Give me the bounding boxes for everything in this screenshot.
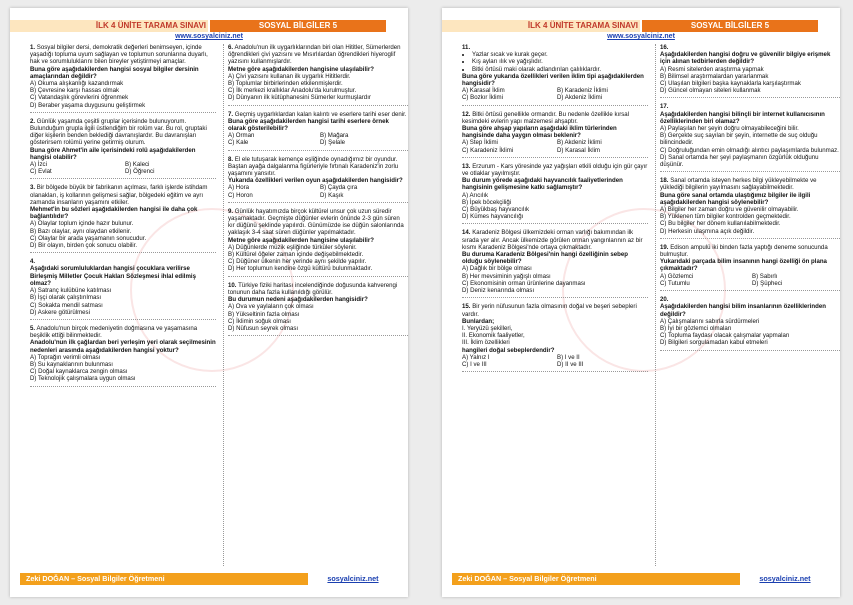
- question-stem: Bu duruma Karadeniz Bölgesi'nin hangi özelliğinin sebep olduğu söylenebilir?: [462, 251, 628, 266]
- question-text: [660, 296, 840, 303]
- question-stem: Bunlardan;: [462, 317, 495, 325]
- answer-option[interactable]: A) Karasal İklim: [462, 87, 505, 95]
- answer-option[interactable]: A) Düğünlerde müzik eşliğinde türküler söylenir.: [228, 243, 357, 251]
- answer-option[interactable]: A) Arıcılık: [462, 191, 489, 199]
- question-passage: Sanal ortamda isteyen herkes bilgi yükleyebilmekte ve yüklediği bilgilerin yayılmasını sağlayabilmektedir.: [660, 177, 817, 192]
- answer-option[interactable]: D) Dünyanın ilk kütüphanesini Sümerler kurmuşlardır: [228, 94, 371, 102]
- answer-option[interactable]: A) İzci: [30, 161, 47, 169]
- answer-option[interactable]: B) Çevresine karşı hassas olmak: [30, 87, 120, 95]
- answer-option[interactable]: D) Şüpheci: [752, 279, 783, 287]
- question-text: [660, 103, 840, 110]
- question-text: [462, 44, 648, 51]
- question-passage: Günlük hayatımızda birçok kültürel unsur çok uzun süredir yaşamaktadır. Geçmişte düğünler evlerin önünde 2-3 gün süren kır düğünü şeklinde yapılırdı. Günümüzde ise düğün salonlarında yaklaşık 3-4 saat süren düğünler yapılmaktadır.: [228, 207, 404, 237]
- answer-option[interactable]: C) Ekonomisinin orman ürünlerine dayanması: [462, 279, 586, 287]
- question-stem: Aşağıdakilerden hangisi doğru ve güvenilir bilgiye erişmek için alınan tedbirlerden değildir?: [660, 51, 831, 66]
- bullet-item: • Yazlar sıcak ve kurak geçer.: [472, 51, 648, 58]
- question-stem: Metne göre aşağıdakilerden hangisine ulaşılabilir?: [228, 65, 374, 73]
- answer-option[interactable]: C) Büyükbaş hayvancılık: [462, 206, 530, 214]
- answer-option[interactable]: D) Bir olayın, birden çok sonucu olabilir.: [30, 242, 138, 250]
- answer-option[interactable]: B) İşçi olarak çalıştırılması: [30, 294, 102, 302]
- question-number: 20.: [660, 296, 669, 304]
- exam-title: İLK 4 ÜNİTE TARAMA SINAVI: [442, 20, 640, 32]
- answer-option[interactable]: C) Tutumlu: [660, 279, 690, 287]
- question-passage: Türkiye fiziki haritası incelendiğinde doğusunda kahverengi tonunun daha fazla kullanıldığı görülür.: [228, 281, 398, 296]
- question-passage: Erzurum - Kars yöresinde yaz yağışları etkili olduğu için gür çayır ve otlaklar yayılmıştır.: [462, 162, 648, 178]
- answer-option[interactable]: A) Hora: [228, 184, 249, 192]
- answer-option[interactable]: C) Horon: [228, 191, 253, 199]
- question-stem: Buna göre Ahmet'in aile içerisindeki rolü aşağıdakilerden hangisi olabilir?: [30, 146, 196, 161]
- answer-option-grid: [228, 184, 408, 198]
- answer-option[interactable]: B) Kaleci: [125, 161, 150, 169]
- question-text: [30, 118, 216, 147]
- bullet-list: [462, 51, 648, 73]
- question-stem: Buna göre ahşap yapıların aşağıdaki iklim türlerinden hangisinde daha yaygın olması beklenir?: [462, 125, 617, 140]
- answer-option[interactable]: A) Olaylar toplum içinde hazır bulunur.: [30, 220, 134, 228]
- question-stem: Aşağıdakilerden hangisi bilinçli bir internet kullanıcısının özelliklerinden biri olamaz?: [660, 110, 825, 125]
- answer-option[interactable]: A) Paylaşılan her şeyin doğru olmayabileceğini bilir.: [660, 125, 799, 133]
- question-text: [30, 184, 216, 206]
- bullet-item: • Kış ayları ılık ve yağışlıdır.: [472, 58, 648, 65]
- question-text: [30, 325, 216, 339]
- question-stem: Buna göre sanal ortamda ulaştığımız bilgiler ile ilgili aşağıdakilerden hangisi söylenebilir?: [660, 191, 811, 206]
- question-stem: Aşağıdakilerden hangisi bilim insanlarının özelliklerinden değildir?: [660, 303, 826, 318]
- answer-option[interactable]: D) Teknolojik çalışmalara uygun olması: [30, 375, 136, 383]
- bullet-item: • Bitki örtüsü maki olarak adlandırılan çalılıklardır.: [472, 66, 648, 73]
- answer-option[interactable]: B) Akdeniz İklimi: [557, 139, 602, 147]
- question-block: [660, 296, 840, 350]
- question-stem: Bu durum yörede aşağıdaki hayvancılık faaliyetlerinden hangisinin gelişmesine katkı sağlamıştır?: [462, 177, 623, 192]
- question-block: [30, 118, 216, 180]
- question-number: 2.: [30, 117, 36, 125]
- answer-option[interactable]: A) Bilgiler her zaman doğru ve güvenilir olmayabilir.: [660, 206, 799, 214]
- question-text: [660, 177, 840, 191]
- answer-option[interactable]: B) Sabırlı: [752, 272, 778, 280]
- answer-option[interactable]: C) Karadeniz İklimi: [462, 146, 514, 154]
- question-number: 8.: [228, 155, 234, 163]
- question-passage: Bir yerin nüfusunun fazla olmasının doğal ve beşeri sebepleri vardır.: [462, 303, 637, 318]
- question-block: [228, 282, 408, 336]
- answer-option[interactable]: A) Gözlemci: [660, 272, 694, 280]
- answer-option[interactable]: D) Sanal ortamda her şeyi paylaşmanın özgürlük olduğunu düşünür.: [660, 153, 819, 169]
- question-stem: Bu durumun nedeni aşağıdakilerden hangisidir?: [228, 296, 368, 304]
- question-text: [660, 244, 840, 258]
- question-passage: El ele tutuşarak kemençe eşliğinde oynadığımız bir oyundur. Baştan ayağa dalgalanma figürleriyle fırtınalı Karadeniz'in zorlu yaşamını yansıtır.: [228, 155, 399, 178]
- question-passage: Günlük yaşamda çeşitli gruplar içerisinde bulunuyorum. Bulunduğum grupla ilgili üstlendiğim bir rolüm var. Bu rol, gruptaki diğer kişilerin benden beklediği davranışlardır. Bu davranışları gösterirsem rolümü yerine getirmiş olurum.: [30, 117, 207, 147]
- answer-option[interactable]: B) Kültürel öğeler zaman içinde değişebilmektedir.: [228, 251, 364, 259]
- answer-option[interactable]: B) Çayda çıra: [320, 184, 358, 192]
- question-passage: Bir bölgede büyük bir fabrikanın açılması, farklı işlerde istihdam olanakları, iş kollarının gelişmesi sağlar, bölgedeki eğitim ve ayrı zamanda insanların yaşamını etkiler.: [30, 184, 208, 206]
- question-column: [655, 44, 840, 566]
- answer-option[interactable]: C) İlk merkezi krallıklar Anadolu'da kurulmuştur.: [228, 87, 357, 95]
- question-passage: Karadeniz Bölgesi ülkemizdeki orman varlığı bakımından ilk sırada yer alır. Ancak ülkemizde görülen orman yangınlarının az bir kısmı Karadeniz Bölgesi'nde ortaya çıkmaktadır.: [462, 229, 643, 251]
- answer-option[interactable]: C) Bozkır İklimi: [462, 94, 503, 102]
- question-stem: Anadolu'nun ilk çağlardan beri yerleşim yeri olarak seçilmesinin nedenleri arasında aşağıdakilerden hangisi yoktur?: [30, 339, 216, 354]
- question-text: [228, 282, 408, 296]
- answer-option[interactable]: C) Doğruluğundan emin olmadığı alıntıcı paylaşımlarda bulunmaz.: [660, 146, 839, 154]
- question-text: [462, 163, 648, 177]
- exam-page-right: [442, 8, 840, 597]
- question-block: [462, 303, 648, 372]
- question-number: 15.: [462, 303, 471, 311]
- answer-option[interactable]: D) Nüfusun seyrek olması: [228, 324, 299, 332]
- answer-option[interactable]: D) Deniz kenarında olması: [462, 287, 535, 295]
- question-block: [462, 111, 648, 158]
- question-text: [660, 44, 840, 51]
- answer-option[interactable]: A) Okuma alışkanlığı kazandırmak: [30, 80, 124, 88]
- question-passage: Edison ampulü iki binden fazla yaptığı deneme sonucunda bulmuştur.: [660, 243, 828, 259]
- question-number: 7.: [228, 110, 234, 118]
- question-block: [30, 325, 216, 387]
- question-number: 5.: [30, 324, 36, 332]
- question-block: [30, 44, 216, 113]
- question-stem: Aşağıdaki sorumluluklardan hangisi çocuklara verilirse Birleşmiş Milletler Çocuk Hakları Sözleşmesi ihlal edilmiş olmaz?: [30, 265, 196, 287]
- answer-option[interactable]: A) Toprağın verimli olması: [30, 353, 101, 361]
- exam-page-left: [10, 8, 408, 597]
- answer-option-grid: [462, 139, 648, 153]
- site-url-link[interactable]: www.sosyalciniz.net: [175, 33, 243, 40]
- answer-option[interactable]: C) I ve III: [462, 360, 487, 368]
- answer-option[interactable]: C) Düğüner ülkenin her yerinde aynı şekilde yapılır.: [228, 258, 367, 266]
- question-block: [30, 258, 216, 320]
- question-block: [228, 111, 408, 151]
- question-block: [228, 44, 408, 106]
- question-stem: Mehmet'in bu sözleri aşağıdakilerden hangisi ile daha çok bağlantılıdır?: [30, 206, 198, 221]
- answer-option[interactable]: C) Topluma faydası olacak çalışmalar yapmaları: [660, 332, 790, 340]
- answer-option[interactable]: D) Bilgileri sorgulamadan kabul etmeleri: [660, 339, 768, 347]
- answer-option[interactable]: D) Şelale: [320, 139, 346, 147]
- question-text: [228, 156, 408, 178]
- answer-option[interactable]: A) Çalışmalarını sabırla sürdürmeleri: [660, 317, 760, 325]
- question-stem: Buna göre aşağıdakilerden hangisi sosyal bilgiler dersinin amaçlarından değildir?: [30, 65, 199, 80]
- page-footer: [452, 573, 830, 585]
- answer-option-grid: [462, 87, 648, 101]
- page-footer: [20, 573, 398, 585]
- question-text: [30, 258, 216, 265]
- question-text: [462, 229, 648, 251]
- roman-list-item: III. İklim özellikleri: [462, 339, 510, 347]
- roman-list-item: II. Ekonomik faaliyetler,: [462, 332, 525, 340]
- question-text: [462, 111, 648, 125]
- answer-option[interactable]: D) Beraber yaşama duygusunu geliştirmek: [30, 101, 146, 109]
- answer-option[interactable]: C) Vatandaşlık görevlerini öğrenmek: [30, 94, 129, 102]
- question-number: 10.: [228, 281, 237, 289]
- answer-option[interactable]: B) Karadeniz İklimi: [557, 87, 608, 95]
- answer-option[interactable]: C) Evlat: [30, 168, 52, 176]
- question-number: 9.: [228, 207, 234, 215]
- answer-option[interactable]: D) Her toplumun kendine özgü kültürü bulunmaktadır.: [228, 265, 373, 273]
- question-stem: Buna göre yukarıda özellikleri verilen iklim tipi aşağıdakilerden hangisidir?: [462, 72, 644, 88]
- answer-option[interactable]: D) Herkesin ulaşmına açık değildir.: [660, 227, 755, 235]
- answer-option[interactable]: D) Öğrenci: [125, 168, 155, 176]
- question-text: [228, 44, 408, 66]
- answer-option[interactable]: C) Olaylar bir arada yaşamanın sonucudur.: [30, 234, 147, 242]
- question-number: 13.: [462, 162, 471, 170]
- site-url-link[interactable]: www.sosyalciniz.net: [607, 33, 675, 40]
- question-number: 12.: [462, 110, 471, 118]
- answer-option-grid: [30, 161, 216, 175]
- question-text: [228, 208, 408, 237]
- question-number: 16.: [660, 44, 669, 51]
- question-number: 17.: [660, 103, 669, 111]
- answer-option[interactable]: B) I ve II: [557, 353, 580, 361]
- answer-option[interactable]: A) Çivi yazısını kullanan ilk uygarlık Hititlerdir.: [228, 72, 351, 80]
- question-number: 3.: [30, 184, 36, 192]
- answer-option[interactable]: C) Sokakta mendil satması: [30, 301, 103, 309]
- question-block: [660, 177, 840, 239]
- roman-list-item: I. Yeryüzü şekilleri,: [462, 324, 513, 332]
- question-number: 11.: [462, 44, 471, 51]
- answer-option[interactable]: B) Su kaynaklarının bulunması: [30, 360, 113, 368]
- question-number: 1.: [30, 44, 36, 51]
- question-number: 18.: [660, 177, 669, 185]
- subject-label: SOSYAL BİLGİLER 5: [210, 20, 386, 32]
- answer-option[interactable]: B) Mağara: [320, 132, 349, 140]
- answer-option[interactable]: A) Ova ve yaylaların çok olması: [228, 303, 314, 311]
- answer-option[interactable]: A) Resmi sitelerden araştırma yapmak: [660, 65, 764, 73]
- question-number: 4.: [30, 258, 36, 266]
- answer-option-grid: [660, 273, 840, 287]
- answer-option[interactable]: C) Ulaşılan bilgileri başka kaynaklarla karşılaştırmak: [660, 80, 801, 88]
- question-passage: Bitki örtüsü genellikle ormandır. Bu nedenle özellikle kırsal kesimdeki evlerin yapı malzemesi ahşaptır.: [462, 110, 630, 125]
- question-column: [30, 44, 216, 566]
- answer-option[interactable]: B) Toplumlar birbirlerinden etkilenmişlerdir.: [228, 80, 343, 88]
- answer-option-grid: [462, 354, 648, 368]
- answer-option[interactable]: B) İpek böcekçiliği: [462, 198, 512, 206]
- question-stem: hangileri doğal sebeplerdendir?: [462, 346, 555, 354]
- exam-title: İLK 4 ÜNİTE TARAMA SINAVI: [10, 20, 208, 32]
- question-passage: Sosyal bilgiler dersi, demokratik değerleri benimseyen, içinde yaşadığı topluma uyum sağlayan ve toplumun sorunlarına duyarlı, hak ve sorumluluklarını bilen bireyler yetiştirmeyi amaçlar.: [30, 44, 208, 66]
- answer-option[interactable]: C) Doğal kaynaklarca zengin olması: [30, 368, 128, 376]
- answer-option[interactable]: C) İklimin soğuk olması: [228, 317, 291, 325]
- subject-label: SOSYAL BİLGİLER 5: [642, 20, 818, 32]
- question-block: [30, 184, 216, 253]
- question-block: [462, 163, 648, 225]
- answer-option[interactable]: B) Yüklenen tüm bilgiler kontrolden geçmektedir.: [660, 213, 791, 221]
- question-number: 14.: [462, 229, 471, 237]
- answer-option[interactable]: D) Karasal İklim: [557, 146, 601, 154]
- question-block: [462, 229, 648, 298]
- answer-option[interactable]: D) Askere götürülmesi: [30, 308, 90, 316]
- footer-site-link[interactable]: sosyalciniz.net: [740, 573, 830, 585]
- question-block: [660, 244, 840, 291]
- question-block: [660, 103, 840, 172]
- question-column: [223, 44, 408, 566]
- question-block: [228, 208, 408, 277]
- footer-site-link[interactable]: sosyalciniz.net: [308, 573, 398, 585]
- question-text: [228, 111, 408, 118]
- question-stem: Metne göre aşağıdakilerden hangisine ulaşılabilir?: [228, 236, 374, 244]
- question-block: [228, 156, 408, 203]
- question-stem: Yukarıdaki parçada bilim insanının hangi özelliği ön plana çıkmaktadır?: [660, 258, 827, 273]
- answer-option[interactable]: B) Yükseltinin fazla olması: [228, 310, 300, 318]
- question-passage: Geçmiş uygarlıklardan kalan kalıntı ve eserlere tarihi eser denir.: [234, 110, 407, 118]
- answer-option[interactable]: A) Satranç kulübüne katılması: [30, 287, 112, 295]
- answer-option[interactable]: D) Güncel olmayan siteleri kullanmak: [660, 87, 761, 95]
- answer-option[interactable]: D) Kaşık: [320, 191, 344, 199]
- answer-option[interactable]: B) Bilimsel araştırmalardan yararlanmak: [660, 72, 769, 80]
- question-text: [30, 44, 216, 66]
- answer-option-grid: [228, 132, 408, 146]
- question-column: [462, 44, 648, 566]
- question-number: 6.: [228, 44, 234, 51]
- question-block: [462, 44, 648, 106]
- question-block: [660, 44, 840, 98]
- answer-option[interactable]: A) Orman: [228, 132, 255, 140]
- question-stem: Yukarıda özellikleri verilen oyun aşağıdakilerden hangisidir?: [228, 177, 403, 185]
- answer-option[interactable]: B) Gerçekte suç sayılan bir şeyin, internette de suç olduğu bilincindedir.: [660, 132, 818, 147]
- question-passage: Anadolu'nun ilk uygarlıklarından biri olan Hititler, Sümerlerden öğrendikleri çivi yazısını ve Mısırlılardan öğrendikleri hiyeroglif yazısını kullanmışlardır.: [228, 44, 401, 66]
- answer-option[interactable]: A) Yalnız I: [462, 353, 490, 361]
- answer-option[interactable]: A) Step İklimi: [462, 139, 498, 147]
- question-text: [462, 303, 648, 317]
- answer-option[interactable]: D) Kümes hayvancılığı: [462, 213, 524, 221]
- answer-option[interactable]: B) Bazı olaylar, aynı olaydan etkilenir.: [30, 227, 132, 235]
- teacher-name: Zeki DOĞAN – Sosyal Bilgiler Öğretmeni: [26, 574, 165, 583]
- answer-option[interactable]: B) Her mevsiminin yağışlı olması: [462, 272, 551, 280]
- answer-option[interactable]: D) Akdeniz İklimi: [557, 94, 603, 102]
- answer-option[interactable]: C) Kale: [228, 139, 249, 147]
- question-number: 19.: [660, 243, 669, 251]
- answer-option[interactable]: B) İyi bir gözlemci olmaları: [660, 324, 732, 332]
- answer-option[interactable]: D) II ve III: [557, 360, 584, 368]
- question-passage: Anadolu'nun birçok medeniyetin doğmasına ve yaşamasına beşiklik ettiği bilinmektedir.: [30, 324, 198, 340]
- teacher-name: Zeki DOĞAN – Sosyal Bilgiler Öğretmeni: [458, 574, 597, 583]
- question-stem: Buna göre aşağıdakilerden hangisi tarihi eserlere örnek olarak gösterilebilir?: [228, 117, 389, 133]
- answer-option[interactable]: C) Bu bilgiler her dönem kullanılabilmektedir.: [660, 220, 781, 228]
- answer-option[interactable]: A) Dağlık bir bölge olması: [462, 265, 532, 273]
